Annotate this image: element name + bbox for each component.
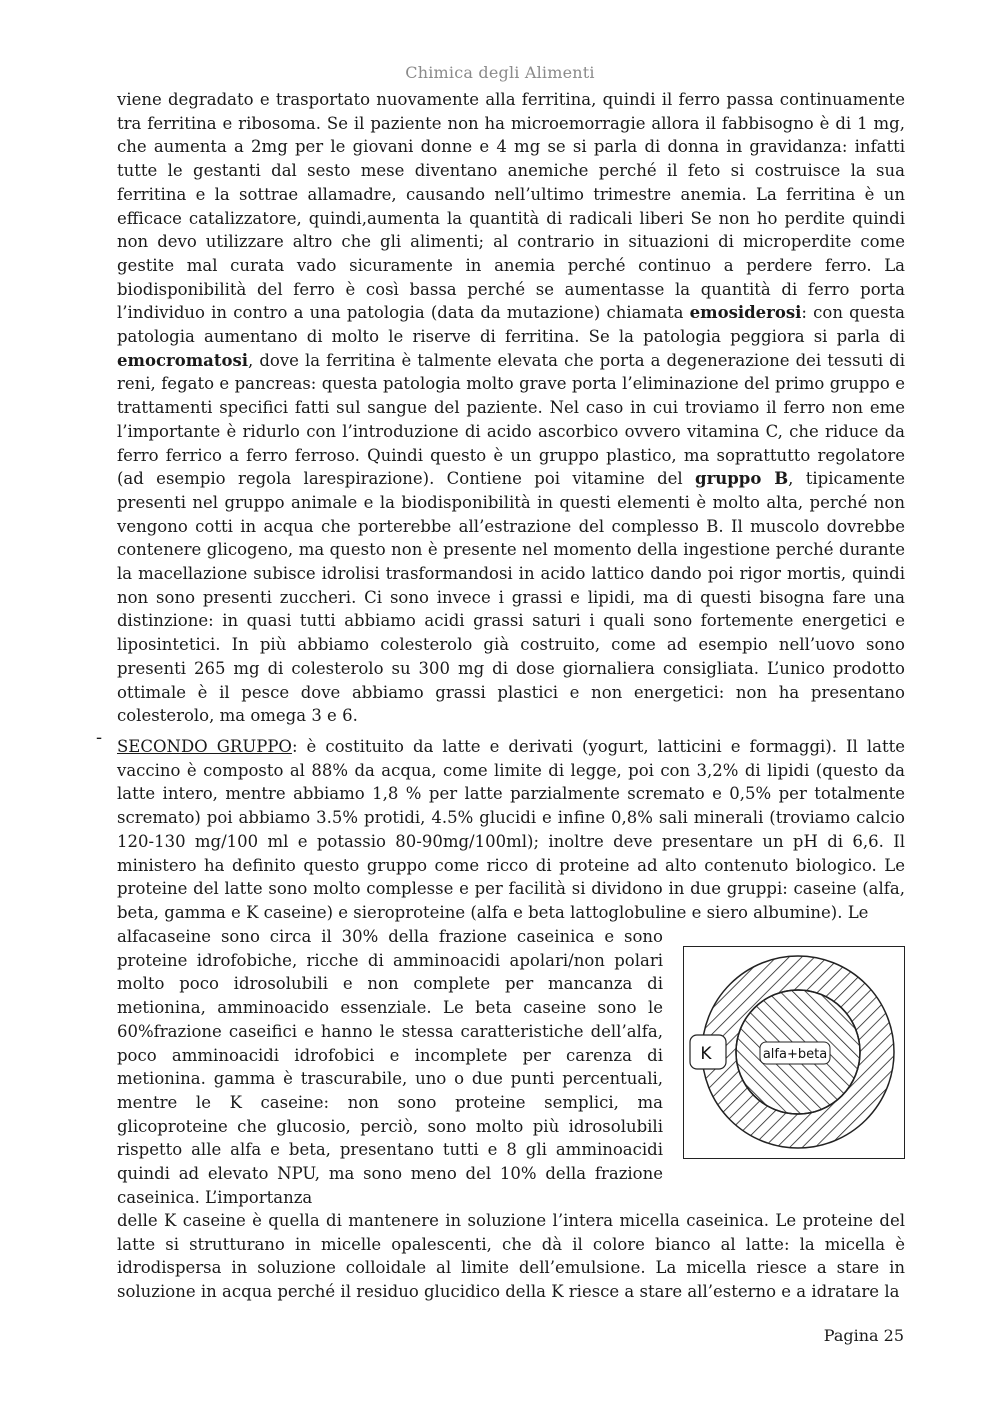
micelle-diagram [684,947,906,1160]
k-label: K [700,1044,712,1064]
underlined-heading: SECONDO GRUPPO [117,737,292,756]
bold-term: emosiderosi [689,303,802,323]
list-bullet: - [96,727,103,748]
running-header: Chimica degli Alimenti [405,63,595,82]
text-run: , dove la ferritina è talmente elevata che porta a degenerazione dei tessuti di reni, fegato e pancreas: questa patologia molto grave porta l’eliminazione del primo gruppo e trattamenti specifici fatti sul sangue del paziente. Nel caso in cui troviamo il ferro non eme l’importante è ridurlo con l’introduzione di acido ascorbico ovvero vitamina C, che riduce da ferro ferrico a ferro ferroso. Quindi questo è un gruppo plastico, ma soprattutto regolatore (ad esempio regola larespirazione). Contiene poi vitamine del [117,350,905,489]
text-run: alfacaseine sono circa il 30% della frazione caseinica e sono proteine idrofobiche, ricche di amminoacidi apolari/non polari molto poco idrosolubili e non complete per mancanza di metionina, amminoacido essenziale. Le beta caseine sono le 60%frazione caseifici e hanno le stessa caratteristiche dell’alfa, poco amminoacidi idrofobici e incomplete per carenza di metionina. gamma è trascurabile, uno o due punti percentuali, mentre le K caseine: non sono proteine semplici, ma glicoproteine che glucosio, perciò, sono molto più idrosolubili rispetto alle alfa e beta, presentano tutti e 8 gli amminoacidi quindi ad elevato NPU, ma sono meno del 10% della frazione caseinica. L’importanza [117,927,663,1207]
text-run: viene degradato e trasportato nuovamente alla ferritina, quindi il ferro passa continuamente tra ferritina e ribosoma. Se il paziente non ha microemorragie allora il fabbisogno è di 1 mg, che aumenta a 2mg per le giovani donne e 4 mg se si parla di donna in gravidanza: infatti tutte le gestanti dal sesto mese diventano anemiche perché il feto si costruisce la sua ferritina e la sottrae allamadre, causando nell’ultimo trimestre anemia. La ferritina è un efficace catalizzatore, quindi,aumenta la quantità di radicali liberi Se non ho perdite quindi non devo utilizzare altro che gli alimenti; al contrario in situazioni di microperdite come gestite mal curata vado sicuramente in anemia perché continuo a perdere ferro. La biodisponibilità del ferro è così bassa perché se aumentasse la quantità di ferro porta l’individuo in contro a una patologia (data da mutazione) chiamata [117,90,905,323]
core-label: alfa+beta [762,1047,828,1062]
bold-term: gruppo B [695,469,789,489]
paragraph-micella [117,1209,905,1304]
text-run: : è costituito da latte e derivati (yogurt, latticini e formaggi). Il latte vaccino è composto al 88% da acqua, come limite di legge, poi con 3,2% di lipidi (questo da latte intero, mentre abbiamo 1,8 % per latte parzialmente scremato e 0,5% per totalmente scremato) poi abbiamo 3.5% protidi, 4.5% glucidi e infine 0,8% sali minerali (troviamo calcio 120-130 mg/100 ml e potassio 80-90mg/100ml); inoltre deve presentare un pH di 6,6. Il ministero ha definito questo gruppo come ricco di proteine ad alto contenuto biologico. Le proteine del latte sono molto complesse e per facilità si dividono in due gruppi: caseine (alfa, beta, gamma e K caseine) e sieroproteine (alfa e beta lattoglobuline e siero albumine). Le [117,737,906,922]
paragraph-ferro [117,88,905,728]
paragraph-caseine [117,925,663,1209]
text-run: delle K caseine è quella di mantenere in soluzione l’intera micella caseinica. Le proteine del latte si strutturano in micelle opalescenti, che dà il colore bianco al latte: la micella è idrodispersa in soluzione colloidale al limite dell’emulsione. La micella riesce a stare in soluzione in acqua perché il residuo glucidico della K riesce a stare all’esterno e a idratare la [117,1211,905,1302]
bold-term: emocromatosi [117,350,249,370]
paragraph-secondo-gruppo [117,735,905,925]
text-run: , tipicamente presenti nel gruppo animale e la biodisponibilità in questi elementi è molto alta, perché non vengono cotti in acqua che porterebbe all’estrazione del complesso B. Il muscolo dovrebbe contenere glicogeno, ma questo non è presente nel momento della ingestione perché durante la macellazione subisce idrolisi trasformandosi in acido lattico dando poi rigor mortis, quindi non sono presenti zuccheri. Ci sono invece i grassi e lipidi, ma di questi bisogna fare una distinzione: in quasi tutti abbiamo acidi grassi saturi i quali sono fortemente energetici e liposintetici. In più abbiamo colesterolo già costruito, come ad esempio nell’uovo sono presenti 265 mg di colesterolo su 300 mg di dose giornaliera consigliata. L’unico prodotto ottimale è il pesce dove abbiamo grassi plastici e non energetici: non ha presentano colesterolo, ma omega 3 e 6. [117,469,906,726]
page-number: Pagina 25 [823,1326,904,1345]
text-run: : con questa patologia aumentano di molto le riserve di ferritina. Se la patologia peggiora si parla di [117,303,905,347]
casein-micelle-figure [683,946,905,1159]
